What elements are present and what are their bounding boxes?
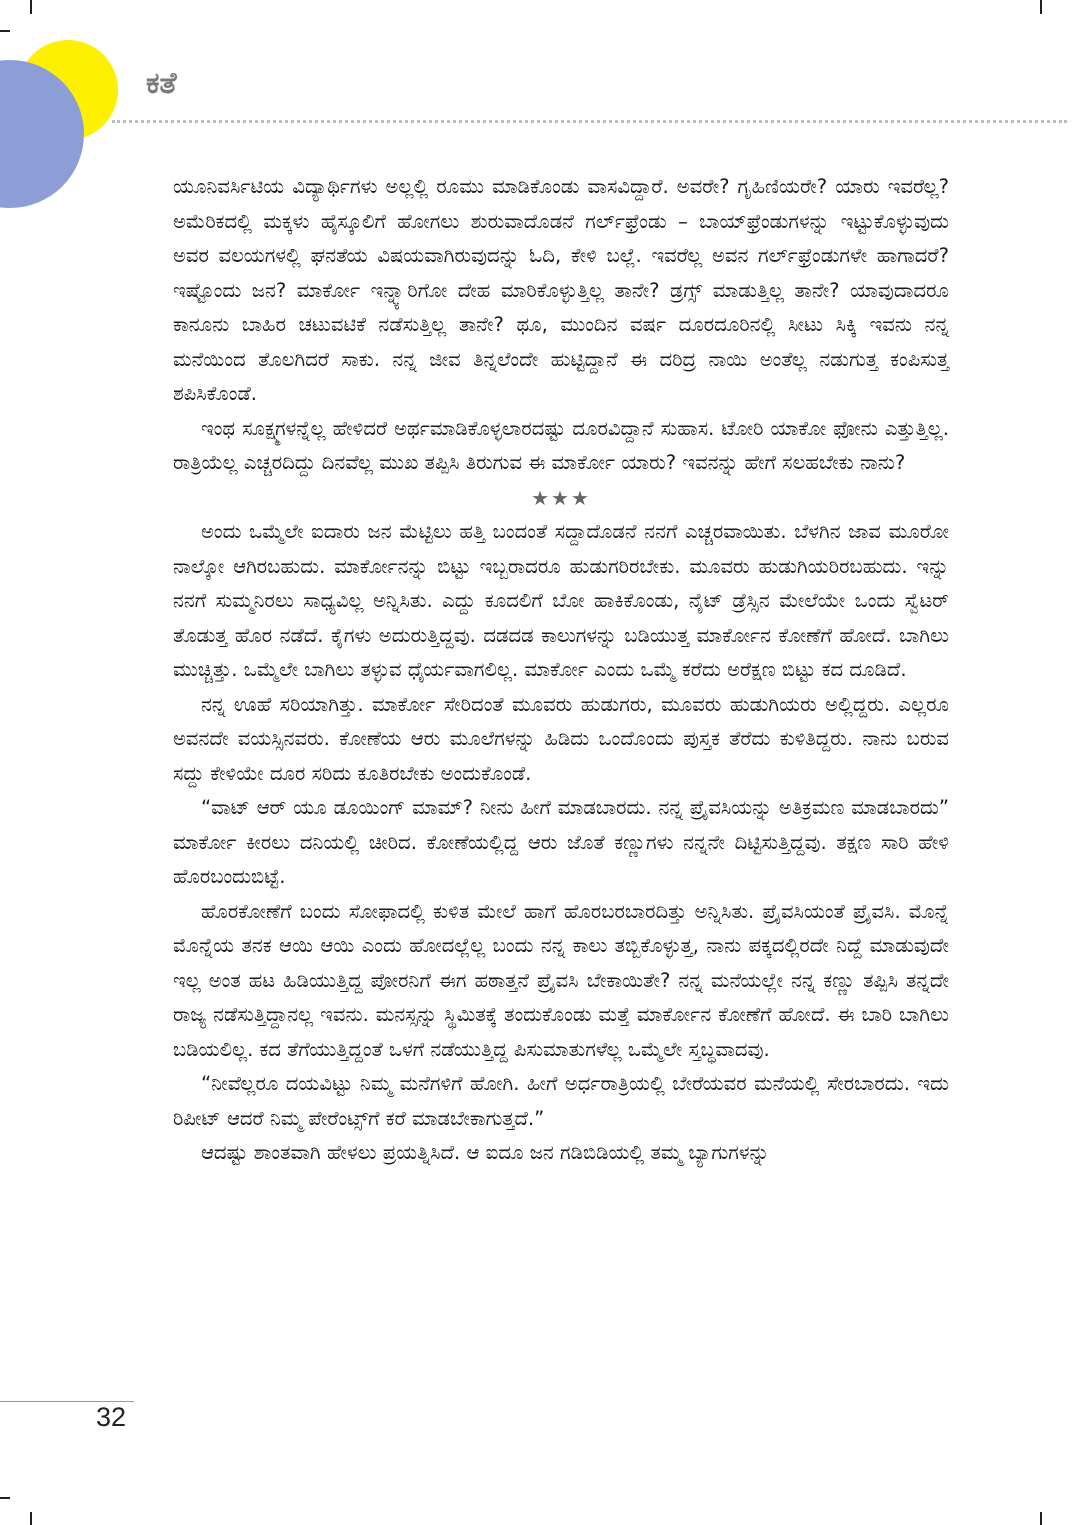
dotted-rule <box>112 120 1067 123</box>
paragraph: “ನೀವೆಲ್ಲರೂ ದಯವಿಟ್ಟು ನಿಮ್ಮ ಮನೆಗಳಿಗೆ ಹೋಗಿ. ಹೀಗೆ ಅರ್ಧರಾತ್ರಿಯಲ್ಲಿ ಬೇರೆಯವರ ಮನೆಯಲ್ಲಿ ಸೇರಬಾರದು. ಇದು ರಿಪೀಟ್ ಆದರೆ ನಿಮ್ಮ ಪೇರೆಂಟ್ಸ್‌ಗೆ ಕರೆ ಮಾಡಬೇಕಾಗುತ್ತದೆ.” <box>173 1072 949 1130</box>
crop-mark <box>1040 0 1042 14</box>
paragraph: ಅಂದು ಒಮ್ಮೆಲೇ ಐದಾರು ಜನ ಮೆಟ್ಟಿಲು ಹತ್ತಿ ಬಂದಂತೆ ಸದ್ದಾದೊಡನೆ ನನಗೆ ಎಚ್ಚರವಾಯಿತು. ಬೆಳಗಿನ ಜಾವ ಮೂರೋ ನಾಲ್ಕೋ ಆಗಿರಬಹುದು. ಮಾರ್ಕೋನನ್ನು ಬಿಟ್ಟು ಇಬ್ಬರಾದರೂ ಹುಡುಗರಿರಬೇಕು. ಮೂವರು ಹುಡುಗಿಯರಿರಬಹುದು. ಇನ್ನು ನನಗೆ ಸುಮ್ಮನಿರಲು ಸಾಧ್ಯವಿಲ್ಲ ಅನ್ನಿಸಿತು. ಎದ್ದು ಕೂದಲಿಗೆ ಬೋ ಹಾಕಿಕೊಂಡು, ನೈಟ್ ಡ್ರೆಸ್ಸಿನ ಮೇಲೆಯೇ ಒಂದು ಸ್ವೆಟರ್ ತೊಡುತ್ತ ಹೊರ ನಡೆದೆ. ಕೈಗಳು ಅದುರುತ್ತಿದ್ದವು. ದಡದಡ ಕಾಲುಗಳನ್ನು ಬಡಿಯುತ್ತ ಮಾರ್ಕೋನ ಕೋಣೆಗೆ ಹೋದೆ. ಬಾಗಿಲು ಮುಚ್ಚಿತ್ತು. ಒಮ್ಮೆಲೇ ಬಾಗಿಲು ತಳ್ಳುವ ಧೈರ್ಯವಾಗಲಿಲ್ಲ. ಮಾರ್ಕೋ ಎಂದು ಒಮ್ಮೆ ಕರೆದು ಅರೆಕ್ಷಣ ಬಿಟ್ಟು ಕದ ದೂಡಿದೆ. <box>173 520 949 681</box>
paragraph: ಹೊರಕೋಣೆಗೆ ಬಂದು ಸೋಫಾದಲ್ಲಿ ಕುಳಿತ ಮೇಲೆ ಹಾಗೆ ಹೊರಬರಬಾರದಿತ್ತು ಅನ್ನಿಸಿತು. ಪ್ರೈವಸಿಯಂತೆ ಪ್ರೈವಸಿ. ಮೊನ್ನೆ ಮೊನ್ನೆಯ ತನಕ ಆಯಿ ಆಯಿ ಎಂದು ಹೋದಲ್ಲೆಲ್ಲ ಬಂದು ನನ್ನ ಕಾಲು ತಬ್ಬಿಕೊಳ್ಳುತ್ತ, ನಾನು ಪಕ್ಕದಲ್ಲಿರದೇ ನಿದ್ದೆ ಮಾಡುವುದೇ ಇಲ್ಲ ಅಂತ ಹಟ ಹಿಡಿಯುತ್ತಿದ್ದ ಪೋರನಿಗೆ ಈಗ ಹಠಾತ್ತನೆ ಪ್ರೈವಸಿ ಬೇಕಾಯಿತೇ? ನನ್ನ ಮನೆಯಲ್ಲೇ ನನ್ನ ಕಣ್ಣು ತಪ್ಪಿಸಿ ತನ್ನದೇ ರಾಜ್ಯ ನಡೆಸುತ್ತಿದ್ದಾನಲ್ಲ ಇವನು. ಮನಸ್ಸನ್ನು ಸ್ಥಿಮಿತಕ್ಕೆ ತಂದುಕೊಂಡು ಮತ್ತೆ ಮಾರ್ಕೋನ ಕೋಣೆಗೆ ಹೋದೆ. ಈ ಬಾರಿ ಬಾಗಿಲು ಬಡಿಯಲಿಲ್ಲ. ಕದ ತೆಗೆಯುತ್ತಿದ್ದಂತೆ ಒಳಗೆ ನಡೆಯುತ್ತಿದ್ದ ಪಿಸುಮಾತುಗಳೆಲ್ಲ ಒಮ್ಮೆಲೇ ಸ್ತಬ್ಧವಾದವು. <box>173 899 949 1061</box>
paragraph: ಇಂಥ ಸೂಕ್ಷ್ಮಗಳನ್ನೆಲ್ಲ ಹೇಳಿದರೆ ಅರ್ಥಮಾಡಿಕೊಳ್ಳಲಾರದಷ್ಟು ದೂರವಿದ್ದಾನೆ ಸುಹಾಸ. ಟೋರಿ ಯಾಕೋ ಫೋನು ಎತ್ತುತ್ತಿಲ್ಲ. ರಾತ್ರಿಯೆಲ್ಲ ಎಚ್ಚರದಿದ್ದು ದಿನವೆಲ್ಲ ಮುಖ ತಪ್ಪಿಸಿ ತಿರುಗುವ ಈ ಮಾರ್ಕೋ ಯಾರು? ಇವನನ್ನು ಹೇಗೆ ಸಲಹಬೇಕು ನಾನು? <box>173 416 949 474</box>
paragraph: ಯೂನಿವರ್ಸಿಟಿಯ ವಿದ್ಯಾರ್ಥಿಗಳು ಅಲ್ಲಲ್ಲಿ ರೂಮು ಮಾಡಿಕೊಂಡು ವಾಸವಿದ್ದಾರೆ. ಅವರೇ? ಗೃಹಿಣಿಯರೇ? ಯಾರು ಇವರೆಲ್ಲ? ಅಮೆರಿಕದಲ್ಲಿ ಮಕ್ಕಳು ಹೈಸ್ಕೂಲಿಗೆ ಹೋಗಲು ಶುರುವಾದೊಡನೆ ಗರ್ಲ್‌ಫ್ರೆಂಡು – ಬಾಯ್‌ಫ್ರೆಂಡುಗಳನ್ನು ಇಟ್ಟುಕೊಳ್ಳುವುದು ಅವರ ವಲಯಗಳಲ್ಲಿ ಘನತೆಯ ವಿಷಯವಾಗಿರುವುದನ್ನು ಓದಿ, ಕೇಳಿ ಬಲ್ಲೆ. ಇವರೆಲ್ಲ ಅವನ ಗರ್ಲ್‌ಫ್ರೆಂಡುಗಳೇ ಹಾಗಾದರೆ? ಇಷ್ಟೊಂದು ಜನ? ಮಾರ್ಕೋ ಇನ್ನ್ಯಾರಿಗೋ ದೇಹ ಮಾರಿಕೊಳ್ಳುತ್ತಿಲ್ಲ ತಾನೇ? ಡ್ರಗ್ಸ್ ಮಾಡುತ್ತಿಲ್ಲ ತಾನೇ? ಯಾವುದಾದರೂ ಕಾನೂನು ಬಾಹಿರ ಚಟುವಟಿಕೆ ನಡೆಸುತ್ತಿಲ್ಲ ತಾನೇ? ಥೂ, ಮುಂದಿನ ವರ್ಷ ದೂರದೂರಿನಲ್ಲಿ ಸೀಟು ಸಿಕ್ಕಿ ಇವನು ನನ್ನ ಮನೆಯಿಂದ ತೊಲಗಿದರೆ ಸಾಕು. ನನ್ನ ಜೀವ ತಿನ್ನಲೆಂದೇ ಹುಟ್ಟಿದ್ದಾನೆ ಈ ದರಿದ್ರ ನಾಯಿ ಅಂತೆಲ್ಲ ನಡುಗುತ್ತ ಕಂಪಿಸುತ್ತ ಶಪಿಸಿಕೊಂಡೆ. <box>173 175 949 405</box>
decorative-circles <box>0 0 140 220</box>
paragraph: ನನ್ನ ಊಹೆ ಸರಿಯಾಗಿತ್ತು. ಮಾರ್ಕೋ ಸೇರಿದಂತೆ ಮೂವರು ಹುಡುಗರು, ಮೂವರು ಹುಡುಗಿಯರು ಅಲ್ಲಿದ್ದರು. ಎಲ್ಲರೂ ಅವನದೇ ವಯಸ್ಸಿನವರು. ಕೋಣೆಯ ಆರು ಮೂಲೆಗಳನ್ನು ಹಿಡಿದು ಒಂದೊಂದು ಪುಸ್ತಕ ತೆರೆದು ಕುಳಿತಿದ್ದರು. ನಾನು ಬರುವ ಸದ್ದು ಕೇಳಿಯೇ ದೂರ ಸರಿದು ಕೂತಿರಬೇಕು ಅಂದುಕೊಂಡೆ. <box>173 692 949 785</box>
section-title: ಕತೆ <box>146 66 177 101</box>
crop-mark <box>30 1512 32 1525</box>
paragraph: ಆದಷ್ಟು ಶಾಂತವಾಗಿ ಹೇಳಲು ಪ್ರಯತ್ನಿಸಿದೆ. ಆ ಐದೂ ಜನ ಗಡಿಬಿಡಿಯಲ್ಲಿ ತಮ್ಮ ಬ್ಯಾಗುಗಳನ್ನು <box>201 1141 770 1164</box>
crop-mark <box>1040 1512 1042 1525</box>
crop-mark <box>0 1497 10 1499</box>
paragraph: “ವಾಟ್ ಆರ್ ಯೂ ಡೂಯಿಂಗ್ ಮಾಮ್? ನೀನು ಹೀಗೆ ಮಾಡಬಾರದು. ನನ್ನ ಪ್ರೈವಸಿಯನ್ನು ಅತಿಕ್ರಮಣ ಮಾಡಬಾರದು” ಮಾರ್ಕೋ ಕೀರಲು ದನಿಯಲ್ಲಿ ಚೀರಿದ. ಕೋಣೆಯಲ್ಲಿದ್ದ ಆರು ಜೊತೆ ಕಣ್ಣುಗಳು ನನ್ನನೇ ದಿಟ್ಟಿಸುತ್ತಿದ್ದವು. ತಕ್ಷಣ ಸಾರಿ ಹೇಳಿ ಹೊರಬಂದುಬಿಟ್ಟೆ. <box>173 796 949 888</box>
page-number: 32 <box>96 1402 127 1432</box>
section-separator: ★★★ <box>531 485 591 510</box>
story-body <box>173 170 949 1171</box>
